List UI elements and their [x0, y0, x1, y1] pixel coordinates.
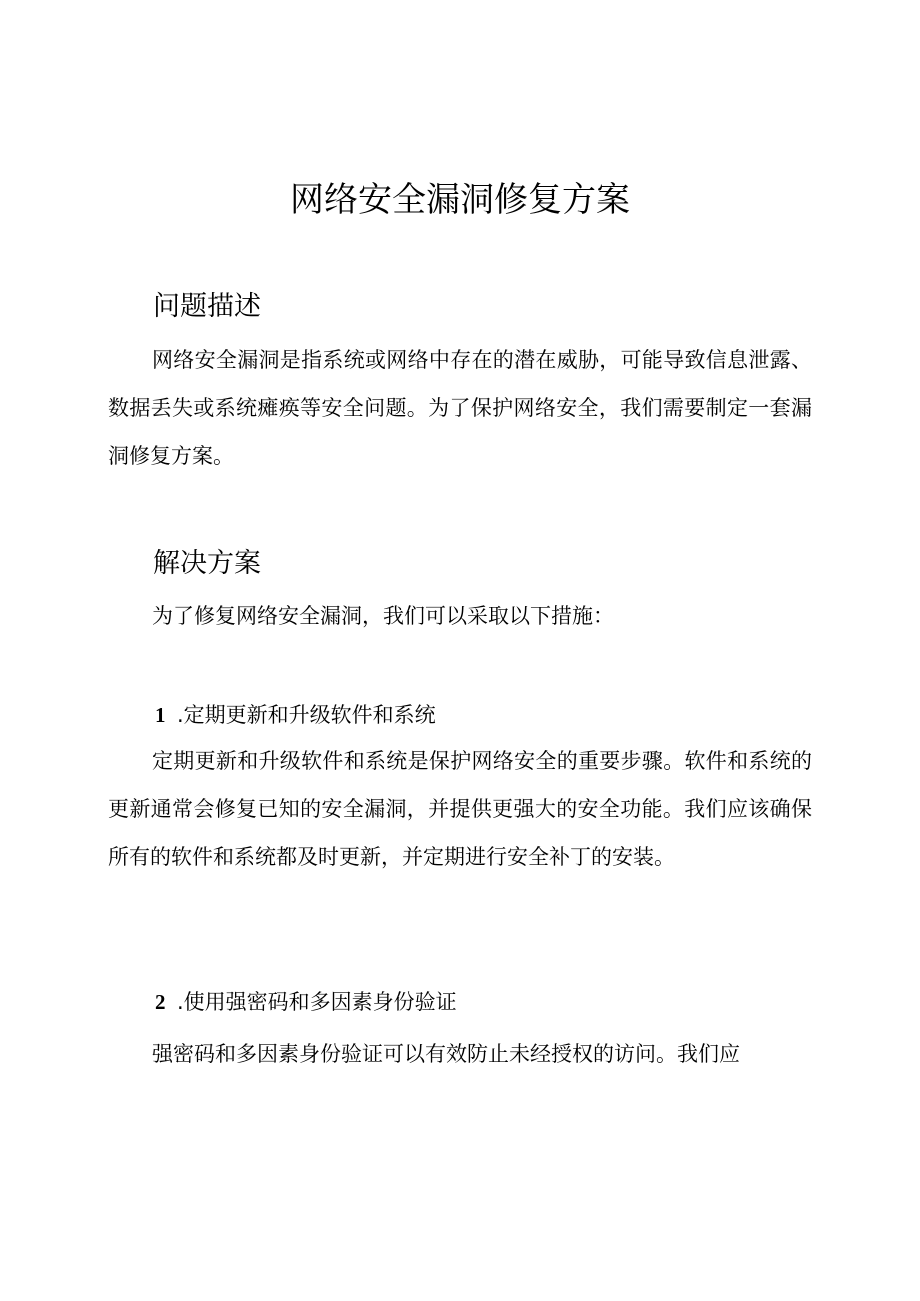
solution-item-1-number: 1	[155, 703, 166, 727]
document-title: 网络安全漏洞修复方案	[290, 180, 630, 220]
solution-item-1-title: .定期更新和升级软件和系统	[177, 703, 436, 727]
section-heading-solution: 解决方案	[153, 548, 261, 579]
solution-intro-paragraph: 为了修复网络安全漏洞，我们可以采取以下措施：	[152, 604, 614, 628]
problem-paragraph: 网络安全漏洞是指系统或网络中存在的潜在威胁，可能导致信息泄露、数据丢失或系统瘫痪等安全问题。为了保护网络安全，我们需要制定一套漏洞修复方案。	[108, 348, 812, 468]
section-heading-problem: 问题描述	[153, 291, 261, 322]
solution-item-2-title: .使用强密码和多因素身份验证	[177, 990, 457, 1014]
solution-item-2-heading	[155, 987, 457, 1017]
solution-item-1-paragraph: 定期更新和升级软件和系统是保护网络安全的重要步骤。软件和系统的更新通常会修复已知的安全漏洞，并提供更强大的安全功能。我们应该确保所有的软件和系统都及时更新，并定期进行安全补丁的安装。	[108, 749, 812, 869]
solution-item-2-paragraph: 强密码和多因素身份验证可以有效防止未经授权的访问。我们应	[152, 1042, 740, 1066]
solution-item-2-number: 2	[155, 990, 166, 1014]
solution-item-1-heading	[155, 700, 436, 730]
